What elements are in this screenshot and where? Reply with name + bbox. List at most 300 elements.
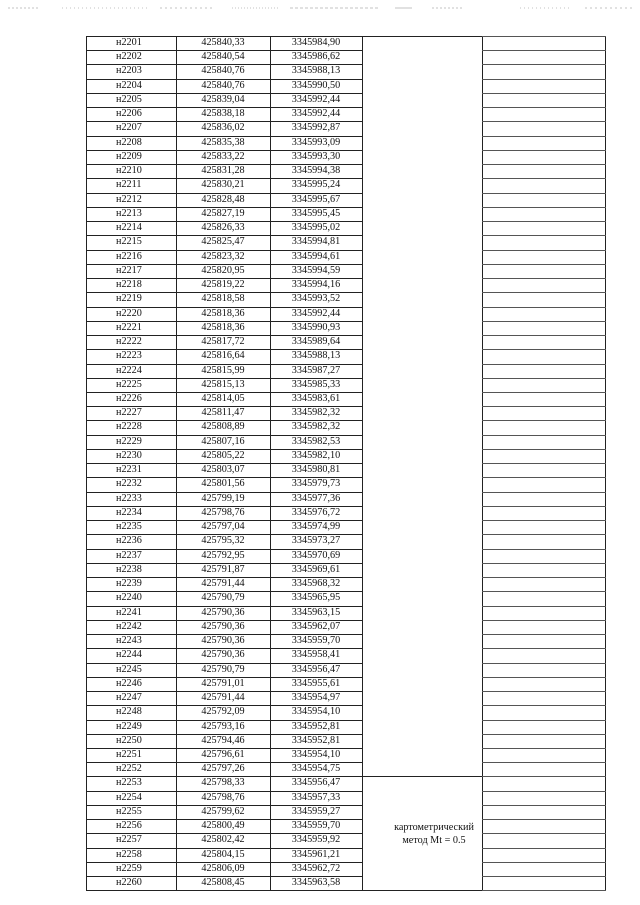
point-id-cell: н2232: [116, 478, 142, 490]
x-coordinate-cell: 425805,22: [201, 449, 245, 461]
y-coordinate-cell: 3345994,16: [291, 279, 341, 291]
right-column-line: [482, 563, 606, 564]
row-line: [86, 378, 362, 379]
row-line: [86, 705, 362, 706]
row-line: [86, 207, 362, 208]
method-note-line2: метод Mt = 0.5: [402, 835, 466, 846]
row-line: [86, 734, 362, 735]
row-line: [86, 591, 362, 592]
row-line: [86, 534, 362, 535]
y-coordinate-cell: 3345982,32: [291, 407, 341, 419]
point-id-cell: н2215: [116, 236, 142, 248]
y-coordinate-cell: 3345963,15: [291, 606, 341, 618]
point-id-cell: н2228: [116, 421, 142, 433]
right-column-line: [482, 776, 606, 777]
y-coordinate-cell: 3345959,27: [291, 805, 341, 817]
y-coordinate-cell: 3345993,52: [291, 293, 341, 305]
row-line: [86, 278, 362, 279]
x-coordinate-cell: 425794,46: [201, 734, 245, 746]
y-coordinate-cell: 3345956,47: [291, 663, 341, 675]
y-coordinate-cell: 3345984,90: [291, 37, 341, 48]
point-id-cell: н2208: [116, 136, 142, 148]
right-column-line: [482, 321, 606, 322]
x-coordinate-cell: 425817,72: [201, 336, 245, 348]
right-column-line: [482, 477, 606, 478]
row-line: [86, 406, 362, 407]
note-column-line: [362, 890, 482, 891]
y-coordinate-cell: 3345992,44: [291, 93, 341, 105]
row-line: [86, 549, 362, 550]
x-coordinate-cell: 425804,15: [201, 848, 245, 860]
right-column-line: [482, 492, 606, 493]
y-coordinate-cell: 3345958,41: [291, 649, 341, 661]
y-coordinate-cell: 3345993,30: [291, 150, 341, 162]
x-coordinate-cell: 425801,56: [201, 478, 245, 490]
x-coordinate-cell: 425840,76: [201, 65, 245, 77]
point-id-cell: н2223: [116, 350, 142, 362]
point-id-cell: н2202: [116, 51, 142, 63]
point-id-cell: н2254: [116, 791, 142, 803]
row-line: [86, 321, 362, 322]
y-coordinate-cell: 3345994,81: [291, 236, 341, 248]
x-coordinate-cell: 425818,36: [201, 321, 245, 333]
row-line: [86, 264, 362, 265]
point-id-cell: н2245: [116, 663, 142, 675]
point-id-cell: н2213: [116, 207, 142, 219]
row-line: [86, 634, 362, 635]
x-coordinate-cell: 425800,49: [201, 820, 245, 832]
right-column-line: [482, 848, 606, 849]
y-coordinate-cell: 3345992,44: [291, 307, 341, 319]
row-line: [86, 776, 362, 777]
row-line: [86, 663, 362, 664]
y-coordinate-cell: 3345983,61: [291, 393, 341, 404]
point-id-cell: н2251: [116, 749, 142, 760]
point-id-cell: н2259: [116, 862, 142, 874]
point-id-cell: н2225: [116, 378, 142, 390]
point-id-cell: н2205: [116, 93, 142, 105]
x-coordinate-cell: 425791,01: [201, 677, 245, 689]
x-coordinate-cell: 425835,38: [201, 136, 245, 148]
y-coordinate-cell: 3345980,81: [291, 464, 341, 476]
row-line: [86, 93, 362, 94]
right-column-line: [482, 164, 606, 165]
right-column-line: [482, 634, 606, 635]
y-coordinate-cell: 3345974,99: [291, 521, 341, 533]
row-line: [86, 762, 362, 763]
y-coordinate-cell: 3345970,69: [291, 549, 341, 561]
right-column-line: [482, 648, 606, 649]
x-coordinate-cell: 425798,33: [201, 777, 245, 789]
point-id-cell: н2246: [116, 677, 142, 689]
right-column-line: [482, 150, 606, 151]
y-coordinate-cell: 3345954,75: [291, 763, 341, 775]
x-coordinate-cell: 425790,79: [201, 663, 245, 675]
right-column-line: [482, 663, 606, 664]
x-coordinate-cell: 425808,89: [201, 421, 245, 433]
point-id-cell: н2204: [116, 79, 142, 91]
point-id-cell: н2220: [116, 307, 142, 319]
y-coordinate-cell: 3345993,09: [291, 136, 341, 148]
point-id-cell: н2260: [116, 877, 142, 889]
right-column-line: [482, 677, 606, 678]
x-coordinate-cell: 425830,21: [201, 179, 245, 191]
x-coordinate-cell: 425798,76: [201, 791, 245, 803]
y-coordinate-cell: 3345956,47: [291, 777, 341, 789]
row-line: [86, 121, 362, 122]
x-coordinate-cell: 425792,95: [201, 549, 245, 561]
y-coordinate-cell: 3345965,95: [291, 592, 341, 604]
point-id-cell: н2249: [116, 720, 142, 732]
right-column-line: [482, 591, 606, 592]
x-coordinate-cell: 425825,47: [201, 236, 245, 248]
point-id-cell: н2209: [116, 150, 142, 162]
point-id-cell: н2222: [116, 336, 142, 348]
right-column-line: [482, 264, 606, 265]
row-line: [86, 335, 362, 336]
row-line: [86, 833, 362, 834]
right-column-line: [482, 36, 606, 37]
x-coordinate-cell: 425792,09: [201, 706, 245, 718]
x-coordinate-cell: 425790,36: [201, 649, 245, 661]
row-line: [86, 477, 362, 478]
y-coordinate-cell: 3345995,67: [291, 193, 341, 205]
x-coordinate-cell: 425820,95: [201, 264, 245, 276]
row-line: [86, 819, 362, 820]
right-column-line: [482, 50, 606, 51]
point-id-cell: н2243: [116, 635, 142, 647]
y-coordinate-cell: 3345959,92: [291, 834, 341, 846]
right-column-line: [482, 435, 606, 436]
y-coordinate-cell: 3345990,93: [291, 321, 341, 333]
point-id-cell: н2239: [116, 578, 142, 590]
right-column-line: [482, 862, 606, 863]
right-column-line: [482, 506, 606, 507]
right-column-line: [482, 364, 606, 365]
right-column-line: [482, 136, 606, 137]
x-coordinate-cell: 425838,18: [201, 108, 245, 120]
x-coordinate-cell: 425797,04: [201, 521, 245, 533]
point-id-cell: н2217: [116, 264, 142, 276]
x-coordinate-cell: 425791,44: [201, 692, 245, 704]
y-coordinate-cell: 3345982,53: [291, 435, 341, 447]
point-id-cell: н2229: [116, 435, 142, 447]
y-coordinate-cell: 3345977,36: [291, 492, 341, 504]
y-coordinate-cell: 3345989,64: [291, 336, 341, 348]
y-coordinate-cell: 3345986,62: [291, 51, 341, 63]
point-id-cell: н2206: [116, 108, 142, 120]
row-line: [86, 364, 362, 365]
x-coordinate-cell: 425816,64: [201, 350, 245, 362]
right-column-line: [482, 620, 606, 621]
point-id-cell: н2210: [116, 165, 142, 177]
right-column-line: [482, 420, 606, 421]
right-column-line: [482, 534, 606, 535]
point-id-cell: н2211: [116, 179, 142, 191]
point-id-cell: н2230: [116, 449, 142, 461]
point-id-cell: н2214: [116, 222, 142, 234]
row-line: [86, 235, 362, 236]
y-coordinate-cell: 3345982,32: [291, 421, 341, 433]
right-column-line: [482, 520, 606, 521]
row-line: [86, 805, 362, 806]
point-id-cell: н2257: [116, 834, 142, 846]
right-column-line: [482, 805, 606, 806]
point-id-cell: н2248: [116, 706, 142, 718]
y-coordinate-cell: 3345976,72: [291, 506, 341, 518]
right-column-line: [482, 235, 606, 236]
x-coordinate-cell: 425831,28: [201, 165, 245, 177]
point-id-cell: н2203: [116, 65, 142, 77]
y-coordinate-cell: 3345992,87: [291, 122, 341, 134]
x-coordinate-cell: 425797,26: [201, 763, 245, 775]
y-coordinate-cell: 3345995,45: [291, 207, 341, 219]
row-line: [86, 520, 362, 521]
y-coordinate-cell: 3345959,70: [291, 635, 341, 647]
x-coordinate-cell: 425802,42: [201, 834, 245, 846]
y-coordinate-cell: 3345994,38: [291, 165, 341, 177]
point-id-cell: н2226: [116, 393, 142, 404]
x-coordinate-cell: 425811,47: [201, 407, 245, 419]
right-column-line: [482, 890, 606, 891]
point-id-cell: н2227: [116, 407, 142, 419]
x-coordinate-cell: 425815,13: [201, 378, 245, 390]
y-coordinate-cell: 3345954,97: [291, 692, 341, 704]
right-column-line: [482, 549, 606, 550]
y-coordinate-cell: 3345973,27: [291, 535, 341, 547]
x-coordinate-cell: 425819,22: [201, 279, 245, 291]
point-id-cell: н2207: [116, 122, 142, 134]
x-coordinate-cell: 425790,36: [201, 620, 245, 632]
row-line: [86, 250, 362, 251]
y-coordinate-cell: 3345954,10: [291, 706, 341, 718]
y-coordinate-cell: 3345994,59: [291, 264, 341, 276]
row-line: [86, 50, 362, 51]
scan-header-artifacts: [0, 0, 640, 14]
row-line: [86, 620, 362, 621]
row-line: [86, 492, 362, 493]
x-coordinate-cell: 425818,36: [201, 307, 245, 319]
point-id-cell: н2252: [116, 763, 142, 775]
right-column-line: [482, 335, 606, 336]
row-line: [86, 307, 362, 308]
row-line: [86, 221, 362, 222]
row-line: [86, 36, 362, 37]
row-line: [86, 848, 362, 849]
right-column-line: [482, 691, 606, 692]
note-column-line: [362, 36, 482, 37]
point-id-cell: н2221: [116, 321, 142, 333]
y-coordinate-cell: 3345995,24: [291, 179, 341, 191]
row-line: [86, 107, 362, 108]
y-coordinate-cell: 3345955,61: [291, 677, 341, 689]
right-column-line: [482, 93, 606, 94]
x-coordinate-cell: 425823,32: [201, 250, 245, 262]
point-id-cell: н2247: [116, 692, 142, 704]
method-note-line1: картометрический: [394, 822, 474, 833]
x-coordinate-cell: 425795,32: [201, 535, 245, 547]
coordinates-table: [86, 36, 606, 890]
x-coordinate-cell: 425815,99: [201, 364, 245, 376]
point-id-cell: н2238: [116, 563, 142, 575]
x-coordinate-cell: 425807,16: [201, 435, 245, 447]
right-column-line: [482, 577, 606, 578]
right-column-line: [482, 64, 606, 65]
x-coordinate-cell: 425828,48: [201, 193, 245, 205]
right-column-line: [482, 193, 606, 194]
point-id-cell: н2234: [116, 506, 142, 518]
point-id-cell: н2255: [116, 805, 142, 817]
x-coordinate-cell: 425840,33: [201, 37, 245, 48]
point-id-cell: н2258: [116, 848, 142, 860]
y-coordinate-cell: 3345962,72: [291, 862, 341, 874]
row-line: [86, 720, 362, 721]
x-coordinate-cell: 425833,22: [201, 150, 245, 162]
x-coordinate-cell: 425798,76: [201, 506, 245, 518]
y-coordinate-cell: 3345985,33: [291, 378, 341, 390]
right-column-line: [482, 378, 606, 379]
point-id-cell: н2233: [116, 492, 142, 504]
x-coordinate-cell: 425840,54: [201, 51, 245, 63]
right-column-line: [482, 819, 606, 820]
row-line: [86, 349, 362, 350]
x-coordinate-cell: 425836,02: [201, 122, 245, 134]
right-column-line: [482, 250, 606, 251]
method-note: [372, 821, 496, 847]
row-line: [86, 577, 362, 578]
row-line: [86, 64, 362, 65]
x-coordinate-cell: 425806,09: [201, 862, 245, 874]
right-column-line: [482, 748, 606, 749]
row-line: [86, 862, 362, 863]
point-id-cell: н2231: [116, 464, 142, 476]
row-line: [86, 420, 362, 421]
point-id-cell: н2240: [116, 592, 142, 604]
right-column-line: [482, 292, 606, 293]
row-line: [86, 890, 362, 891]
x-coordinate-cell: 425799,19: [201, 492, 245, 504]
right-column-line: [482, 720, 606, 721]
x-coordinate-cell: 425808,45: [201, 877, 245, 889]
point-id-cell: н2250: [116, 734, 142, 746]
point-id-cell: н2235: [116, 521, 142, 533]
x-coordinate-cell: 425796,61: [201, 749, 245, 760]
y-coordinate-cell: 3345988,13: [291, 350, 341, 362]
row-line: [86, 606, 362, 607]
y-coordinate-cell: 3345968,32: [291, 578, 341, 590]
point-id-cell: н2241: [116, 606, 142, 618]
right-column-line: [482, 278, 606, 279]
x-coordinate-cell: 425790,79: [201, 592, 245, 604]
row-line: [86, 150, 362, 151]
row-line: [86, 748, 362, 749]
right-column-line: [482, 221, 606, 222]
y-coordinate-cell: 3345995,02: [291, 222, 341, 234]
y-coordinate-cell: 3345987,27: [291, 364, 341, 376]
right-column-line: [482, 121, 606, 122]
row-line: [86, 691, 362, 692]
right-column-line: [482, 463, 606, 464]
y-coordinate-cell: 3345952,81: [291, 720, 341, 732]
row-line: [86, 392, 362, 393]
row-line: [86, 791, 362, 792]
y-coordinate-cell: 3345959,70: [291, 820, 341, 832]
x-coordinate-cell: 425790,36: [201, 606, 245, 618]
row-line: [86, 449, 362, 450]
y-coordinate-cell: 3345992,44: [291, 108, 341, 120]
point-id-cell: н2224: [116, 364, 142, 376]
right-column-line: [482, 876, 606, 877]
point-id-cell: н2212: [116, 193, 142, 205]
row-line: [86, 178, 362, 179]
point-id-cell: н2237: [116, 549, 142, 561]
x-coordinate-cell: 425791,44: [201, 578, 245, 590]
point-id-cell: н2219: [116, 293, 142, 305]
x-coordinate-cell: 425818,58: [201, 293, 245, 305]
row-line: [86, 136, 362, 137]
point-id-cell: н2244: [116, 649, 142, 661]
y-coordinate-cell: 3345963,58: [291, 877, 341, 889]
y-coordinate-cell: 3345952,81: [291, 734, 341, 746]
x-coordinate-cell: 425839,04: [201, 93, 245, 105]
row-line: [86, 79, 362, 80]
x-coordinate-cell: 425799,62: [201, 805, 245, 817]
x-coordinate-cell: 425803,07: [201, 464, 245, 476]
right-column-line: [482, 833, 606, 834]
row-line: [86, 193, 362, 194]
y-coordinate-cell: 3345954,10: [291, 749, 341, 760]
y-coordinate-cell: 3345990,50: [291, 79, 341, 91]
x-coordinate-cell: 425840,76: [201, 79, 245, 91]
row-line: [86, 164, 362, 165]
point-id-cell: н2201: [116, 37, 142, 48]
point-id-cell: н2216: [116, 250, 142, 262]
row-line: [86, 435, 362, 436]
row-line: [86, 292, 362, 293]
row-line: [86, 506, 362, 507]
row-line: [86, 648, 362, 649]
right-column-line: [482, 178, 606, 179]
point-id-cell: н2242: [116, 620, 142, 632]
y-coordinate-cell: 3345994,61: [291, 250, 341, 262]
x-coordinate-cell: 425826,33: [201, 222, 245, 234]
note-column-line: [362, 776, 482, 777]
y-coordinate-cell: 3345982,10: [291, 449, 341, 461]
point-id-cell: н2218: [116, 279, 142, 291]
right-column-line: [482, 107, 606, 108]
y-coordinate-cell: 3345961,21: [291, 848, 341, 860]
column-divider-3: [362, 36, 363, 890]
x-coordinate-cell: 425793,16: [201, 720, 245, 732]
row-line: [86, 563, 362, 564]
right-column-line: [482, 406, 606, 407]
right-column-line: [482, 349, 606, 350]
right-column-line: [482, 392, 606, 393]
right-column-line: [482, 705, 606, 706]
x-coordinate-cell: 425814,05: [201, 393, 245, 404]
y-coordinate-cell: 3345969,61: [291, 563, 341, 575]
y-coordinate-cell: 3345962,07: [291, 620, 341, 632]
row-line: [86, 876, 362, 877]
x-coordinate-cell: 425827,19: [201, 207, 245, 219]
row-line: [86, 677, 362, 678]
right-column-line: [482, 449, 606, 450]
right-column-line: [482, 207, 606, 208]
right-column-line: [482, 734, 606, 735]
y-coordinate-cell: 3345957,33: [291, 791, 341, 803]
right-column-line: [482, 307, 606, 308]
y-coordinate-cell: 3345979,73: [291, 478, 341, 490]
